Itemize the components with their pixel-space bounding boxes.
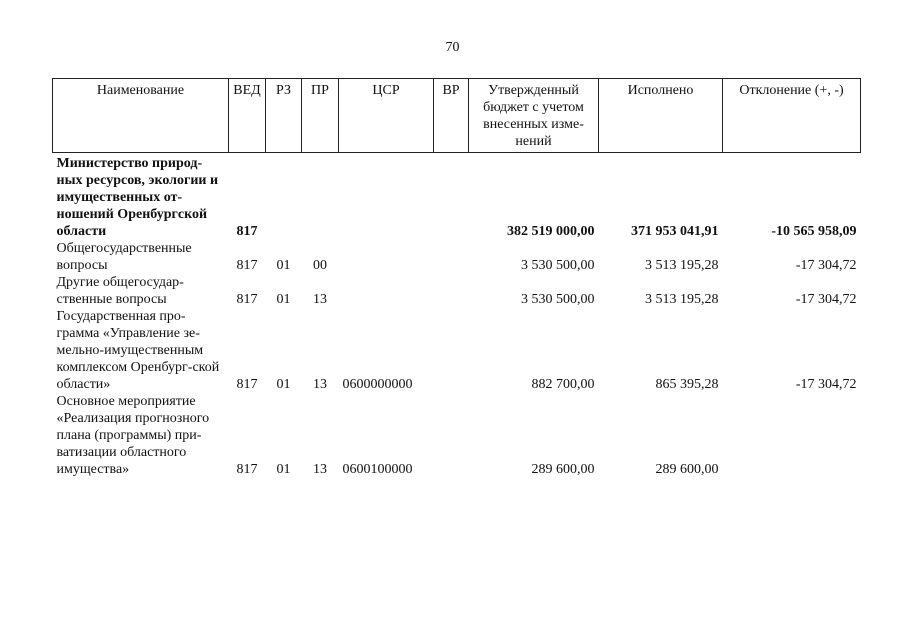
cell-csr	[339, 155, 434, 240]
cell-deviation: -17 304,72	[795, 377, 857, 392]
cell-approved: 382 519 000,00	[507, 224, 595, 239]
cell-deviation	[723, 393, 861, 478]
cell-executed: 289 600,00	[655, 462, 719, 477]
cell-rz	[266, 155, 302, 240]
cell-vr	[434, 155, 469, 240]
cell-csr: 0600000000	[342, 377, 413, 392]
cell-deviation: -17 304,72	[795, 292, 857, 307]
cell-csr	[339, 274, 434, 308]
cell-executed: 3 513 195,28	[645, 292, 719, 307]
header-executed: Исполнено	[599, 79, 723, 153]
cell-vr	[434, 393, 469, 478]
cell-rz: 01	[276, 258, 291, 273]
cell-pr: 13	[313, 462, 327, 477]
cell-ved: 817	[236, 258, 258, 273]
table-row	[53, 393, 861, 478]
cell-rz: 01	[276, 292, 291, 307]
header-rz: РЗ	[266, 79, 302, 153]
cell-approved: 289 600,00	[531, 462, 595, 477]
header-vr: ВР	[434, 79, 469, 153]
cell-name: Государственная про-грамма «Управление зе-мельно-имущественным комплексом Оренбург-ской области»	[56, 309, 220, 392]
cell-approved: 3 530 500,00	[521, 258, 595, 273]
cell-name: Министерство природ-ных ресурсов, экологии и имущественных от-ношений Оренбургской области	[56, 156, 219, 239]
cell-ved: 817	[236, 462, 258, 477]
cell-vr	[434, 308, 469, 393]
table-row	[53, 308, 861, 393]
cell-ved: 817	[236, 224, 258, 239]
cell-vr	[434, 240, 469, 274]
cell-ved: 817	[236, 377, 258, 392]
header-approved: Утвержденный бюджет с учетом внесенных изме-нений	[469, 79, 599, 153]
table-header-row	[53, 79, 861, 153]
cell-name: Другие общегосудар-ственные вопросы	[56, 275, 184, 307]
table-row	[53, 155, 861, 240]
cell-name: Общегосударственные вопросы	[56, 241, 192, 273]
cell-approved: 882 700,00	[531, 377, 595, 392]
cell-pr: 00	[313, 258, 327, 273]
cell-executed: 865 395,28	[655, 377, 719, 392]
table-row	[53, 274, 861, 308]
cell-ved: 817	[236, 292, 258, 307]
cell-rz: 01	[276, 377, 291, 392]
cell-approved: 3 530 500,00	[521, 292, 595, 307]
header-pr: ПР	[302, 79, 339, 153]
page-number: 70	[445, 40, 460, 55]
header-name: Наименование	[53, 79, 229, 153]
cell-deviation: -17 304,72	[795, 258, 857, 273]
header-deviation: Отклонение (+, -)	[723, 79, 861, 153]
cell-executed: 3 513 195,28	[645, 258, 719, 273]
budget-table	[52, 78, 861, 478]
cell-rz: 01	[276, 462, 291, 477]
cell-pr	[302, 155, 339, 240]
table-row	[53, 240, 861, 274]
cell-executed: 371 953 041,91	[631, 224, 719, 239]
cell-csr	[339, 240, 434, 274]
cell-pr: 13	[313, 292, 327, 307]
header-csr: ЦСР	[339, 79, 434, 153]
cell-deviation: -10 565 958,09	[771, 224, 857, 239]
cell-pr: 13	[313, 377, 327, 392]
cell-name: Основное мероприятие «Реализация прогнозного плана (программы) при-ватизации областного имущества»	[56, 394, 210, 477]
cell-csr: 0600100000	[342, 462, 413, 477]
cell-vr	[434, 274, 469, 308]
header-ved: ВЕД	[229, 79, 266, 153]
